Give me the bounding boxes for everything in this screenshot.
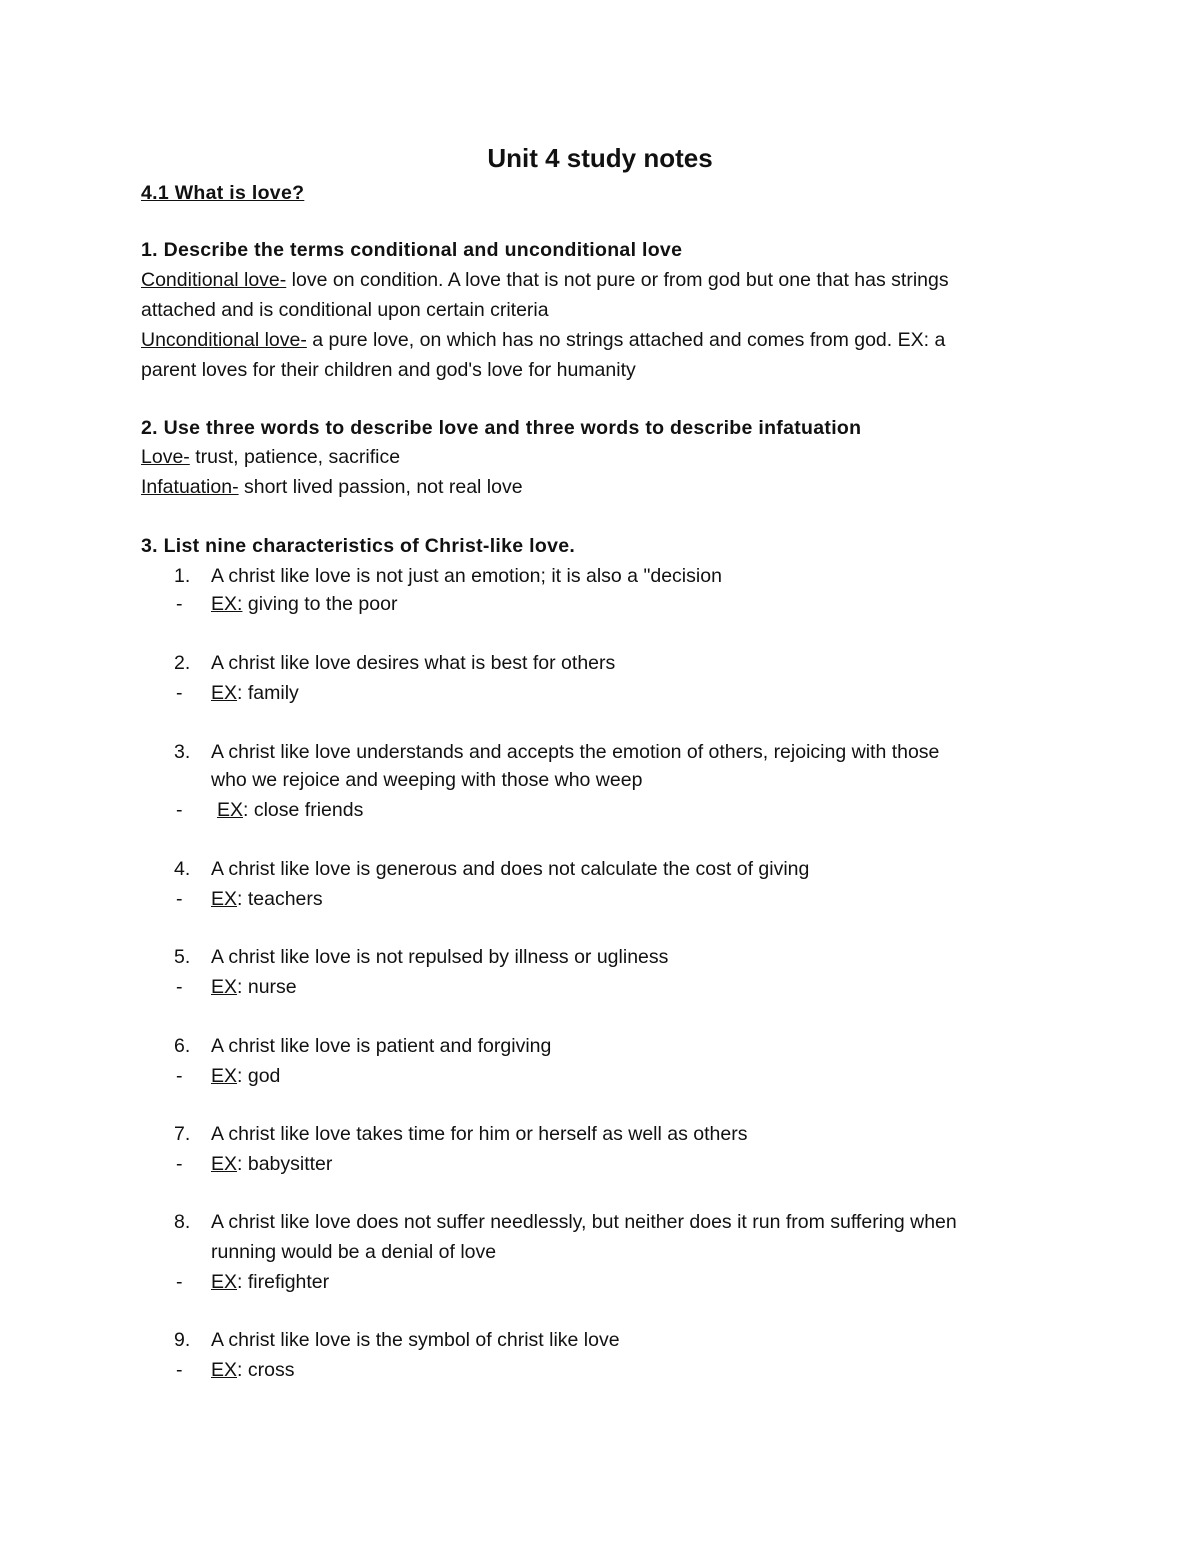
- example-line: [211, 1357, 294, 1383]
- list-item-text: A christ like love desires what is best for others: [211, 652, 616, 674]
- infatuation-term: Infatuation-: [141, 476, 239, 498]
- conditional-love-text: love on condition. A love that is not pure or from god but one that has strings: [286, 269, 949, 291]
- unconditional-love-text: a pure love, on which has no strings attached and comes from god. EX: a: [306, 329, 946, 351]
- list-item-text: running would be a denial of love: [211, 1241, 497, 1263]
- list-item-text: A christ like love is the symbol of christ like love: [211, 1329, 620, 1351]
- example-text: : babysitter: [237, 1153, 333, 1175]
- unconditional-love-line: [141, 327, 945, 353]
- example-text: : god: [237, 1065, 281, 1087]
- love-term: Love-: [141, 446, 190, 468]
- infatuation-words: short lived passion, not real love: [238, 476, 523, 498]
- example-text: : family: [237, 682, 299, 704]
- example-dash: -: [176, 976, 183, 998]
- love-words-line: [141, 444, 400, 470]
- example-label: EX: [211, 1065, 238, 1087]
- example-dash: -: [176, 1359, 183, 1381]
- love-words: trust, patience, sacrifice: [189, 446, 401, 468]
- example-line: [211, 1063, 280, 1089]
- example-text: : cross: [237, 1359, 295, 1381]
- example-dash: -: [176, 888, 183, 910]
- example-line: [211, 1269, 329, 1295]
- list-item-text: A christ like love is generous and does not calculate the cost of giving: [211, 858, 810, 880]
- example-label: EX: [211, 1153, 238, 1175]
- example-line: [217, 797, 363, 823]
- list-item-number: 3.: [174, 741, 191, 763]
- question-2-heading: 2. Use three words to describe love and three words to describe infatuation: [141, 417, 862, 439]
- question-3-heading: 3. List nine characteristics of Christ-like love.: [141, 535, 576, 557]
- example-label: EX: [211, 888, 238, 910]
- example-dash: -: [176, 1065, 183, 1087]
- list-item-number: 2.: [174, 652, 191, 674]
- example-dash: -: [176, 799, 183, 821]
- example-label: EX: [217, 799, 244, 821]
- list-item-text: A christ like love is not just an emotion; it is also a "decision: [211, 565, 722, 587]
- example-line: [211, 974, 297, 1000]
- list-item-text: who we rejoice and weeping with those who weep: [211, 769, 643, 791]
- list-item-text: A christ like love is patient and forgiving: [211, 1035, 552, 1057]
- example-label: EX:: [211, 593, 243, 615]
- list-item-number: 5.: [174, 946, 191, 968]
- list-item-text: A christ like love takes time for him or herself as well as others: [211, 1123, 748, 1145]
- conditional-love-line: [141, 267, 949, 293]
- example-label: EX: [211, 976, 238, 998]
- unconditional-love-line-2: parent loves for their children and god's love for humanity: [141, 359, 636, 381]
- list-item-number: 4.: [174, 858, 191, 880]
- conditional-love-line-2: attached and is conditional upon certain criteria: [141, 299, 549, 321]
- list-item-number: 9.: [174, 1329, 191, 1351]
- section-heading: 4.1 What is love?: [141, 182, 305, 204]
- list-item-text: A christ like love is not repulsed by illness or ugliness: [211, 946, 669, 968]
- question-1-heading: 1. Describe the terms conditional and unconditional love: [141, 239, 683, 261]
- example-label: EX: [211, 1271, 238, 1293]
- example-dash: -: [176, 682, 183, 704]
- example-line: [211, 680, 299, 706]
- example-label: EX: [211, 682, 238, 704]
- infatuation-words-line: [141, 474, 523, 500]
- example-text: : teachers: [237, 888, 323, 910]
- example-line: [211, 591, 397, 617]
- example-line: [211, 1151, 332, 1177]
- example-text: : close friends: [243, 799, 364, 821]
- example-text: : nurse: [237, 976, 297, 998]
- page-title: Unit 4 study notes: [487, 143, 713, 173]
- list-item-text: A christ like love understands and accepts the emotion of others, rejoicing with those: [211, 741, 940, 763]
- list-item-number: 7.: [174, 1123, 191, 1145]
- conditional-love-term: Conditional love-: [141, 269, 287, 291]
- example-dash: -: [176, 1153, 183, 1175]
- example-dash: -: [176, 1271, 183, 1293]
- unconditional-love-term: Unconditional love-: [141, 329, 307, 351]
- example-label: EX: [211, 1359, 238, 1381]
- example-line: [211, 886, 323, 912]
- list-item-number: 1.: [174, 565, 191, 587]
- list-item-number: 6.: [174, 1035, 191, 1057]
- example-text: : firefighter: [237, 1271, 330, 1293]
- list-item-text: A christ like love does not suffer needlessly, but neither does it run from suffering when: [211, 1211, 957, 1233]
- example-text: giving to the poor: [242, 593, 398, 615]
- example-dash: -: [176, 593, 183, 615]
- list-item-number: 8.: [174, 1211, 191, 1233]
